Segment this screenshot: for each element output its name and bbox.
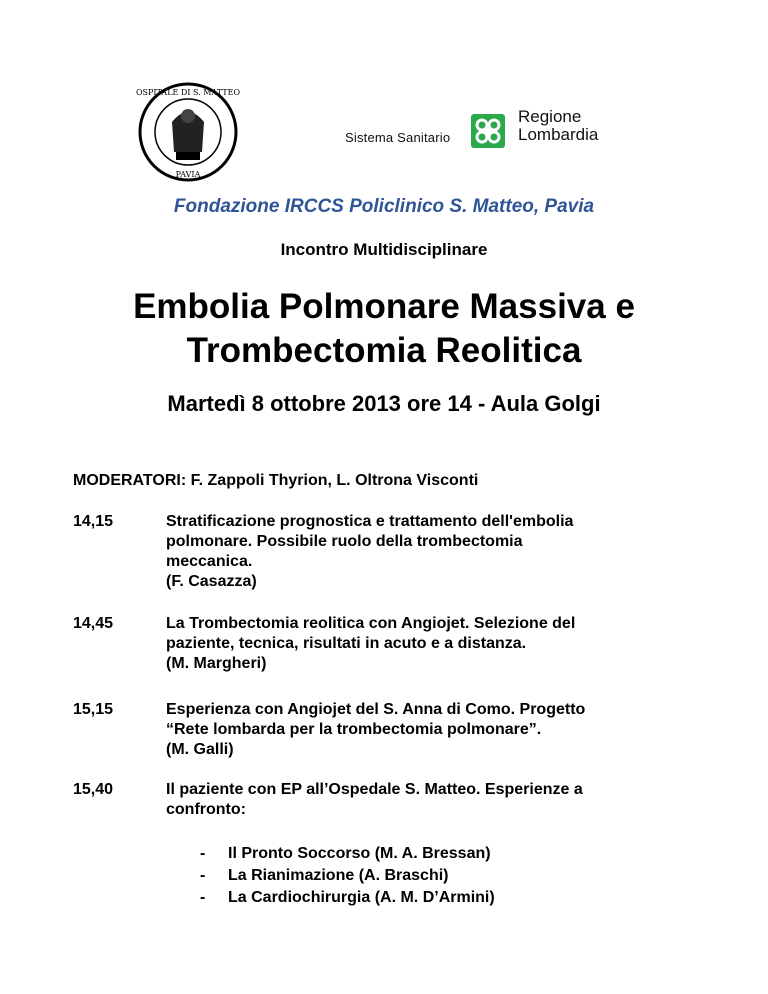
talk-line: polmonare. Possibile ruolo della trombectomia: [166, 533, 523, 550]
talk-line: meccanica.: [166, 553, 253, 570]
region-prefix: Sistema Sanitario: [345, 130, 451, 145]
list-item-text: La Cardiochirurgia (A. M. D’Armini): [228, 889, 495, 906]
talk-speaker: (M. Margheri): [166, 655, 267, 672]
list-item: - Il Pronto Soccorso (M. A. Bressan): [200, 845, 491, 862]
program-time: 15,15: [73, 701, 114, 718]
talk-speaker: (F. Casazza): [166, 573, 257, 590]
talk-line: Il paziente con EP all’Ospedale S. Matteo. Esperienze a: [166, 781, 583, 798]
talk-line: “Rete lombarda per la trombectomia polmonare”.: [166, 721, 542, 738]
date-and-place: Martedì 8 ottobre 2013 ore 14 - Aula Golgi: [167, 391, 601, 416]
talk-line: paziente, tecnica, risultati in acuto e a distanza.: [166, 635, 527, 652]
region-name: [518, 108, 598, 144]
program-talk: [166, 780, 686, 820]
program-time: 15,40: [73, 781, 114, 798]
organization-name: Fondazione IRCCS Policlinico S. Matteo, Pavia: [173, 196, 595, 217]
title-line-1: Embolia Polmonare Massiva e: [133, 287, 635, 326]
list-item: - La Cardiochirurgia (A. M. D’Armini): [200, 889, 495, 906]
list-item-text: Il Pronto Soccorso (M. A. Bressan): [228, 845, 491, 862]
talk-speaker: (M. Galli): [166, 741, 234, 758]
program-time: 14,15: [73, 513, 114, 530]
svg-text:PAVIA: PAVIA: [175, 170, 201, 179]
program-talk: [166, 614, 686, 674]
title-line-2: Trombectomia Reolitica: [186, 331, 582, 370]
list-item: - La Rianimazione (A. Braschi): [200, 867, 449, 884]
hospital-seal-logo: [132, 82, 244, 182]
program-talk: [166, 700, 686, 760]
talk-line: La Trombectomia reolitica con Angiojet. Selezione del: [166, 615, 576, 632]
moderators: MODERATORI: F. Zappoli Thyrion, L. Oltrona Visconti: [73, 472, 479, 489]
list-item-text: La Rianimazione (A. Braschi): [228, 867, 449, 884]
talk-line: Esperienza con Angiojet del S. Anna di Como. Progetto: [166, 701, 586, 718]
program-time: 14,45: [73, 615, 114, 632]
regione-lombardia-logo: [345, 108, 625, 154]
sub-item-list: [200, 843, 495, 909]
lombardia-rose-icon: [471, 114, 505, 148]
event-kind: Incontro Multidisciplinare: [280, 240, 488, 259]
event-title: [0, 285, 768, 373]
region-name-line1: Regione: [518, 107, 582, 126]
talk-line: Stratificazione prognostica e trattamento dell'embolia: [166, 513, 574, 530]
program-talk: [166, 512, 686, 592]
region-name-line2: Lombardia: [518, 125, 599, 144]
talk-line: confronto:: [166, 801, 246, 818]
svg-text:OSPITALE DI S. MATTEO: OSPITALE DI S. MATTEO: [135, 88, 241, 97]
